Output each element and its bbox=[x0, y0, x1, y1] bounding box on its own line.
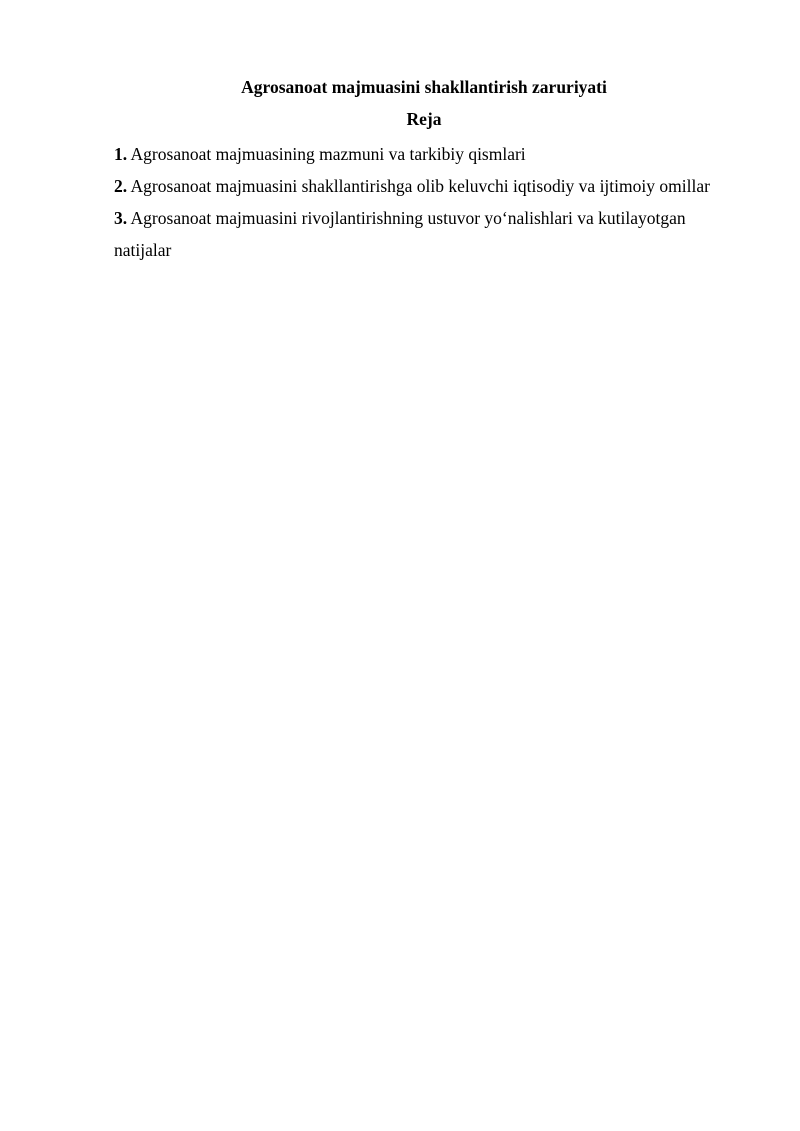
plan-item-number: 1. bbox=[114, 144, 128, 164]
plan-item-text: Agrosanoat majmuasining mazmuni va tarkibiy qismlari bbox=[130, 144, 526, 164]
plan-item-2 bbox=[114, 170, 734, 202]
plan-item-number: 3. bbox=[114, 208, 128, 228]
plan-item-number: 2. bbox=[114, 176, 128, 196]
document-content bbox=[114, 74, 734, 266]
plan-item-3 bbox=[114, 202, 734, 266]
plan-item-1 bbox=[114, 138, 734, 170]
plan-heading: Reja bbox=[406, 109, 442, 129]
document-title: Agrosanoat majmuasini shakllantirish zaruriyati bbox=[241, 77, 607, 97]
plan-item-text: Agrosanoat majmuasini shakllantirishga olib keluvchi iqtisodiy va ijtimoiy omillar bbox=[130, 176, 710, 196]
plan-item-text: Agrosanoat majmuasini rivojlantirishning ustuvor yo‘nalishlari va kutilayotgan natijalar bbox=[114, 208, 686, 260]
